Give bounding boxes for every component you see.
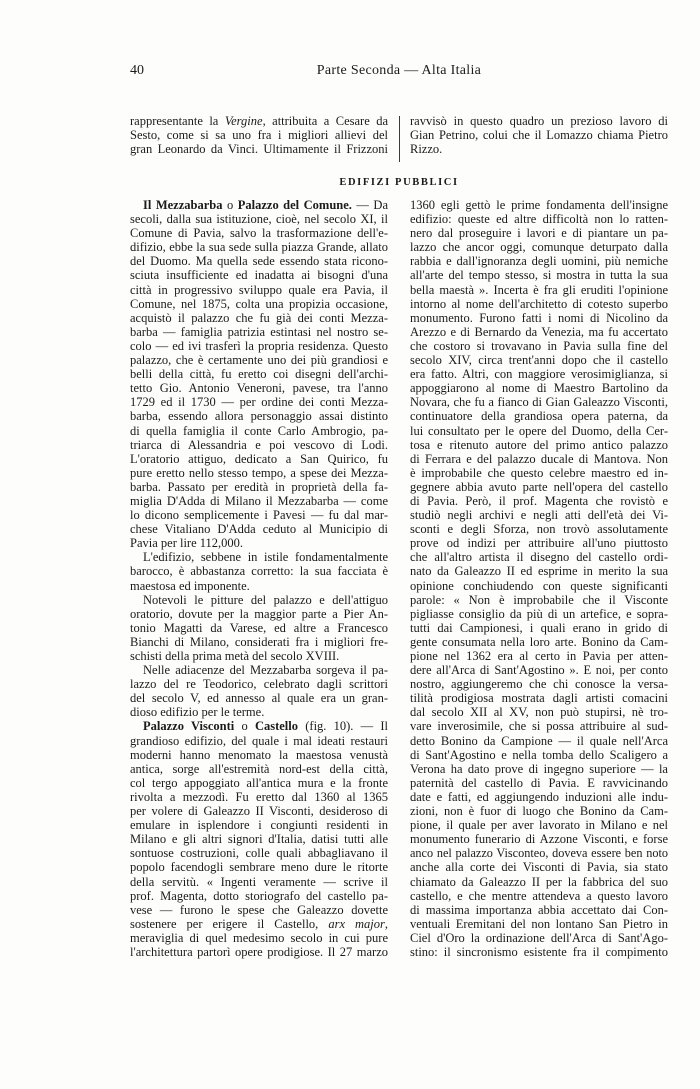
text-line: Novara, che fu a fianco di Gian Galeazzo Visconti, — [410, 395, 668, 410]
bold-text: Palazzo del Comune. — [237, 198, 352, 212]
text-line: meraviglia di quel medesimo secolo in cui pure — [130, 930, 388, 945]
text-line: che all'altro artista il disegno del castello ordi- — [410, 550, 668, 565]
text-line: grandioso edifizio, del quale i mal ideati restauri — [130, 733, 388, 748]
bold-text: Palazzo Visconti — [143, 719, 235, 734]
text-line: difizio, ebbe la sua sede sulla piazza Grande, allato — [130, 240, 388, 255]
text-segment: sostenere per erigere il Castello, — [130, 916, 329, 931]
text-line: tilità prodigiosa mostrata dagli artisti comacini — [410, 691, 668, 706]
text-segment: o — [222, 198, 238, 212]
text-line: stino: il sincronismo esistente fra il compimento — [410, 944, 668, 959]
top-left-column — [130, 114, 388, 156]
text-line: barba. Passato per eredità in proprietà della fa- — [130, 479, 388, 494]
text-line: Rizzo. — [410, 142, 443, 157]
text-line: sconti e degli Sforza, non trovò assolutamente — [410, 522, 668, 537]
text-line: moderni hanno menomato la maestosa venustà — [130, 747, 388, 762]
text-line: parole: « Non è improbabile che il Visconte — [410, 592, 668, 607]
text-line: ventuali Eremitani del non lontano San Pietro in — [410, 916, 668, 931]
text-segment: , — [384, 916, 389, 931]
text-line: L'oratorio attiguo, dedicato a San Quirico, fu — [130, 451, 388, 466]
text-line: di quella famiglia il conte Carlo Ambrogio, pa- — [130, 423, 388, 438]
paragraph — [130, 114, 388, 156]
text-line: detto Bonino da Campione — il quale nell'Arca — [410, 733, 668, 748]
text-segment: , attribuita a Cesare da — [262, 114, 388, 128]
text-line: 1729 ed il 1730 — per ordine dei conti Mezza- — [130, 395, 388, 410]
text-line: dere all'Arca di Sant'Agostino ». E noi, per conto — [410, 663, 668, 678]
text-line: gente consumata nella loro arte. Bonino da Cam- — [410, 634, 668, 649]
text-line: maestosa ed imponente. — [130, 578, 250, 593]
text-line: triarca di Alessandria e poi vescovo di Lodi. — [130, 437, 388, 452]
text-line: nato da Galeazzo II ed esprime in merito la sua — [410, 564, 668, 579]
text-line: oratorio, dovute per la maggior parte a Pier An- — [130, 606, 388, 621]
text-line: monumento. Furono fatti i nomi di Nicolino da — [410, 310, 668, 325]
text-line: Notevoli le pitture del palazzo e dell'attiguo — [143, 592, 388, 607]
text-line: prof. Magenta, dotto storiografo del castello pa- — [130, 888, 388, 903]
text-line: paternità del castello di Pavia. E ravvicinando — [410, 775, 668, 790]
text-line: barba — famiglia patrizia estintasi nel nostro se- — [130, 324, 388, 339]
text-line: gran Leonardo da Vinci. Ultimamente il Frizzoni — [130, 142, 388, 157]
text-line: l'architettura partorì opere prodigiose. Il 27 marzo — [130, 944, 388, 959]
text-line: di Pavia. Però, il prof. Magenta che rovistò e — [410, 493, 668, 508]
text-line: vese — furono le spese che Galeazzo dovette — [130, 902, 388, 917]
text-line: è improbabile che questo celebre maestro ed in- — [410, 465, 668, 480]
text-line: gegnere abbia avuto parte nell'opera del castello — [410, 479, 668, 494]
text-line: tonio Magatti da Varese, ed altre a Francesco — [130, 620, 388, 635]
text-line: Comune, nel 1875, colta una propizia occasione, — [130, 296, 388, 311]
text-line: studiò negli archivi e negli atti dell'età dei Vi- — [410, 508, 668, 523]
text-line: date e fatti, ed aggiungendo induzioni alle indu- — [410, 789, 668, 804]
text-line: acquistò il palazzo che fu già dei conti Mezza- — [130, 310, 388, 325]
text-line: edifizio: queste ed altre difficoltà non lo ratten- — [410, 212, 668, 227]
text-line: vare inverosimile, che si possa attribuire al sud- — [410, 719, 668, 734]
paragraph — [130, 550, 388, 592]
text-line: pione nel 1362 era al certo in Pavia per atten- — [410, 649, 668, 663]
text-line: Arezzo e di Bernardo da Venezia, ma fu accertato — [410, 324, 668, 339]
text-line: lazzo del re Teodorico, celebrato dagli scrittori — [130, 677, 388, 692]
text-line — [130, 198, 388, 212]
text-line: Milano e gli altri signori d'Italia, datisi tutti alle — [130, 832, 388, 847]
text-line: Nelle adiacenze del Mezzabarba sorgeva il pa- — [143, 663, 388, 678]
text-line: barocco, è abbastanza corretto: la sua facciata è — [130, 564, 388, 579]
text-line: lazzo che ancor oggi, comunque deturpato dalla — [410, 240, 668, 255]
paragraph — [410, 114, 668, 156]
text-line: colo — ed ivi trasferì la propria residenza. Questo — [130, 338, 388, 353]
text-line: lo dicono semplicemente i Pavesi — fu dal mar- — [130, 508, 388, 523]
text-line: belli della città, fu eretto coi disegni dell'archi- — [130, 367, 388, 382]
text-line: schisti della prima metà del secolo XVIII. — [130, 649, 340, 663]
text-line: anco nel palazzo Visconteo, doveva essere ben noto — [410, 846, 668, 861]
page-number: 40 — [130, 63, 144, 78]
text-line: appoggiarono al nome di Maestro Bartolino da — [410, 381, 668, 396]
text-line: della servitù. « Ingenti veramente — scrive il — [130, 874, 388, 889]
text-line: era fatto. Altri, con maggiore verosimiglianza, si — [410, 367, 668, 382]
bold-text: Il Mezzabarba — [143, 198, 223, 212]
text-line — [130, 917, 388, 931]
text-line: di massima importanza abbia accettato dai Con- — [410, 902, 668, 917]
text-line: L'edifizio, sebbene in istile fondamentalmente — [143, 550, 388, 565]
text-line: Comune di Pavia, salvo la trasformazione dell'e- — [130, 226, 388, 241]
text-line: zioni, non è fuor di luogo che Bonino da Cam- — [410, 804, 668, 819]
text-line: col tergo appoggiato all'antica mura e la fronte — [130, 775, 388, 790]
text-line: chese Vitaliano D'Adda ceduto al Municipio di — [130, 522, 388, 537]
text-line: tutti dai Campionesi, i quali erano in grido di — [410, 620, 668, 635]
text-line: opinione conchiudendo con queste significanti — [410, 578, 668, 593]
text-line: bella maestà ». Incerta è fra gli eruditi l'opinione — [410, 282, 668, 297]
text-line: palazzo, che è certamente uno dei più grandiosi e — [130, 353, 388, 368]
text-line: di Ferrara e del palazzo ducale di Mantova. Non — [410, 451, 668, 466]
text-line: del secolo V, ed annesso al quale era un gran- — [130, 691, 388, 706]
column-rule — [399, 116, 400, 162]
text-line: antica, sorge all'estremità nord-est della città, — [130, 761, 388, 776]
text-line: lui consultato per le opere del Duomo, della Cer- — [410, 423, 668, 438]
text-line: sontuose costruzioni, colle quali abbagliavano il — [130, 846, 388, 861]
paragraph — [130, 198, 388, 550]
text-line — [130, 114, 388, 128]
text-line: tosa e ritenuto autore del primo antico palazzo — [410, 437, 668, 452]
text-line: pure eretto nello stesso tempo, a spese dei Mezza- — [130, 465, 388, 480]
text-line: continuatore della grandiosa opera paterna, da — [410, 409, 668, 424]
paragraph — [410, 198, 668, 959]
text-line: anche alla corte dei Visconti di Pavia, sia stato — [410, 860, 668, 875]
text-line: barba, essendo allora personaggio assai distinto — [130, 409, 388, 424]
text-line: dioso edifizio per le terme. — [130, 705, 265, 720]
text-line: pione, il quale per aver lavorato in Milano e nel — [410, 818, 668, 833]
text-line: miglia D'Adda di Milano il Mezzabarba — come — [130, 493, 388, 508]
text-line: tetto Gio. Antonio Veneroni, pavese, tra l'anno — [130, 381, 388, 396]
text-segment: — Da — [351, 198, 389, 212]
paragraph — [130, 593, 388, 663]
paragraph — [130, 719, 388, 959]
section-heading: EDIFIZI PUBBLICI — [339, 177, 459, 188]
text-line: castello, e che mentre attendeva a questo lavoro — [410, 888, 668, 903]
top-right-column — [410, 114, 668, 156]
text-line: città in progressivo sviluppo quale era Pavia, il — [130, 282, 388, 297]
text-line: monumento funerario di Azzone Visconti, e forse — [410, 832, 668, 847]
text-line: rivolta a mezzodì. Fu eretto dal 1360 al 1365 — [130, 789, 388, 804]
italic-text: arx major — [328, 916, 385, 931]
text-line: Pavia per lire 112,000. — [130, 536, 244, 551]
text-line: del Duomo. Ma quella sede essendo stata ricono- — [130, 254, 388, 269]
paragraph — [130, 663, 388, 719]
text-line: Ciel d'Oro la ordinazione dell'Arca di Sant'Ago- — [410, 930, 668, 945]
text-segment: rappresentante la — [130, 114, 225, 128]
text-line: Sesto, come si sa uno fra i migliori allievi del — [130, 128, 388, 143]
text-line: sciuta insufficiente ed inadatta ai bisogni d'una — [130, 268, 388, 283]
text-line: che costoro si trovavano in Pavia sulla fine del — [410, 338, 668, 353]
text-line: nero dal proseguire i lavori e di piantare un pa- — [410, 226, 668, 241]
main-right-column — [410, 198, 668, 959]
text-line: Gian Petrino, colui che il Lomazzo chiama Pietro — [410, 128, 668, 143]
text-line: secolo XIV, circa trent'anni dopo che il castello — [410, 353, 668, 368]
text-segment: (fig. 10). — Il — [298, 719, 389, 734]
text-line: Verona ha dato prove di ingegno superiore — la — [410, 761, 668, 776]
text-line: nostro, aggiungeremo che chi conosce la versa- — [410, 677, 668, 692]
text-line: pigliasse consiglio da più di un artefice, e sopra- — [410, 606, 668, 621]
text-line: intorno al nome dell'architetto di cotesto superbo — [410, 296, 668, 311]
bold-text: Castello — [254, 719, 299, 734]
running-title: Parte Seconda — Alta Italia — [316, 63, 482, 78]
text-segment: o — [234, 719, 255, 734]
text-line: chiamato da Galeazzo II per la fabbrica del suo — [410, 874, 668, 889]
text-line: Bianchi di Milano, considerati fra i migliori fre- — [130, 634, 388, 649]
text-line: ravvisò in questo quadro un prezioso lavoro di — [410, 114, 668, 128]
text-line: popolo facendogli sembrare meno dure le ritorte — [130, 860, 388, 875]
text-line: all'arte del tempo stesso, si mostra in tutta la sua — [410, 268, 668, 283]
italic-text: Vergine — [224, 114, 263, 128]
text-line — [130, 719, 388, 733]
text-line: secoli, dalla sua istituzione, cioè, nel secolo XI, il — [130, 212, 388, 227]
text-line: dal secolo XII al XV, non può stupirsi, nè tro- — [410, 705, 668, 720]
text-line: rabbia e dall'ignoranza degli uomini, più nemiche — [410, 254, 668, 269]
text-line: per volere di Galeazzo II Visconti, desideroso di — [130, 804, 388, 819]
text-line: prove od indizi per attribuire all'uno piuttosto — [410, 536, 668, 551]
text-line: di Sant'Agostino e nella tomba dello Scaligero a — [410, 747, 668, 762]
text-line: emulare in isplendore i congiunti residenti in — [130, 818, 388, 833]
running-header — [130, 62, 668, 80]
main-left-column — [130, 198, 388, 959]
text-line: 1360 egli gettò le prime fondamenta dell'insigne — [410, 198, 668, 212]
